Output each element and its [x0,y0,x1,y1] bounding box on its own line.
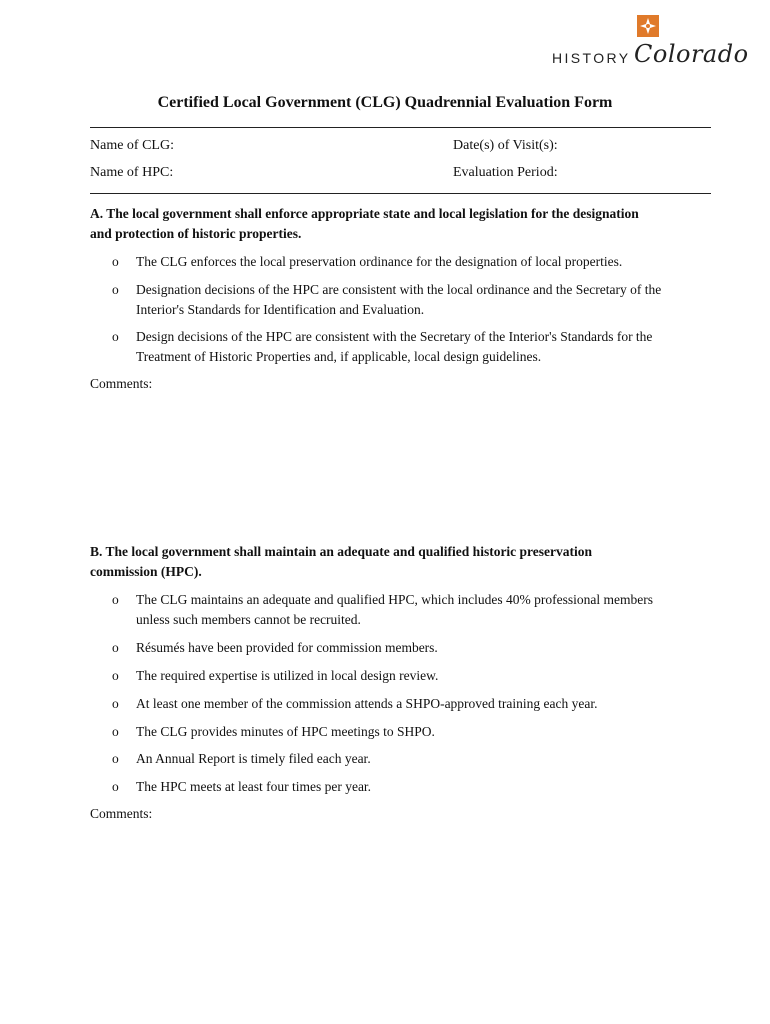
logo-history-text: HISTORY [552,50,631,66]
section-b-item-text: At least one member of the commission attends a SHPO-approved training each year. [136,696,598,711]
bullet-icon: o [112,668,119,683]
section-b-item-text: The CLG maintains an adequate and qualified HPC, which includes 40% professional members unless such members cannot be recruited. [136,592,653,627]
logo-colorado-text: Colorado [634,40,749,68]
section-a-item-text: The CLG enforces the local preservation ordinance for the designation of local properties. [136,254,623,269]
section-b-item-text: The required expertise is utilized in local design review. [136,668,439,683]
bullet-icon: o [112,254,119,269]
header-divider [90,193,711,194]
top-divider [90,127,711,128]
name-of-clg-label: Name of CLG: [90,138,174,153]
section-a-comments-label: Comments: [90,376,153,391]
section-b-item-text: Résumés have been provided for commission members. [136,640,438,655]
dates-of-visit-label: Date(s) of Visit(s): [453,138,558,153]
section-a-heading: A. The local government shall enforce appropriate state and local legislation for the designation and protection of historic properties. [90,206,639,241]
section-a-item-text: Design decisions of the HPC are consistent with the Secretary of the Interior's Standards for the Treatment of Historic Properties and, if applicable, local design guidelines. [136,329,653,364]
bullet-icon: o [112,640,119,655]
history-colorado-logo [548,14,748,66]
section-a-item-text: Designation decisions of the HPC are consistent with the local ordinance and the Secretary of the Interior's Standards for Identification and Evaluation. [136,282,662,317]
bullet-icon: o [112,724,119,739]
section-b-heading: B. The local government shall maintain an adequate and qualified historic preservation commission (HPC). [90,544,593,579]
bullet-icon: o [112,751,119,766]
bullet-icon: o [112,592,119,607]
bullet-icon: o [112,779,119,794]
section-b-comments-label: Comments: [90,806,153,821]
section-b-item-text: The CLG provides minutes of HPC meetings to SHPO. [136,724,435,739]
bullet-icon: o [112,696,119,711]
logo-mark-icon [636,14,660,38]
name-of-hpc-label: Name of HPC: [90,165,174,180]
bullet-icon: o [112,329,119,344]
section-b-item-text: An Annual Report is timely filed each year. [136,751,371,766]
evaluation-period-label: Evaluation Period: [453,165,558,180]
section-b-item-text: The HPC meets at least four times per year. [136,779,372,794]
form-title: Certified Local Government (CLG) Quadrennial Evaluation Form [157,94,613,111]
bullet-icon: o [112,282,119,297]
